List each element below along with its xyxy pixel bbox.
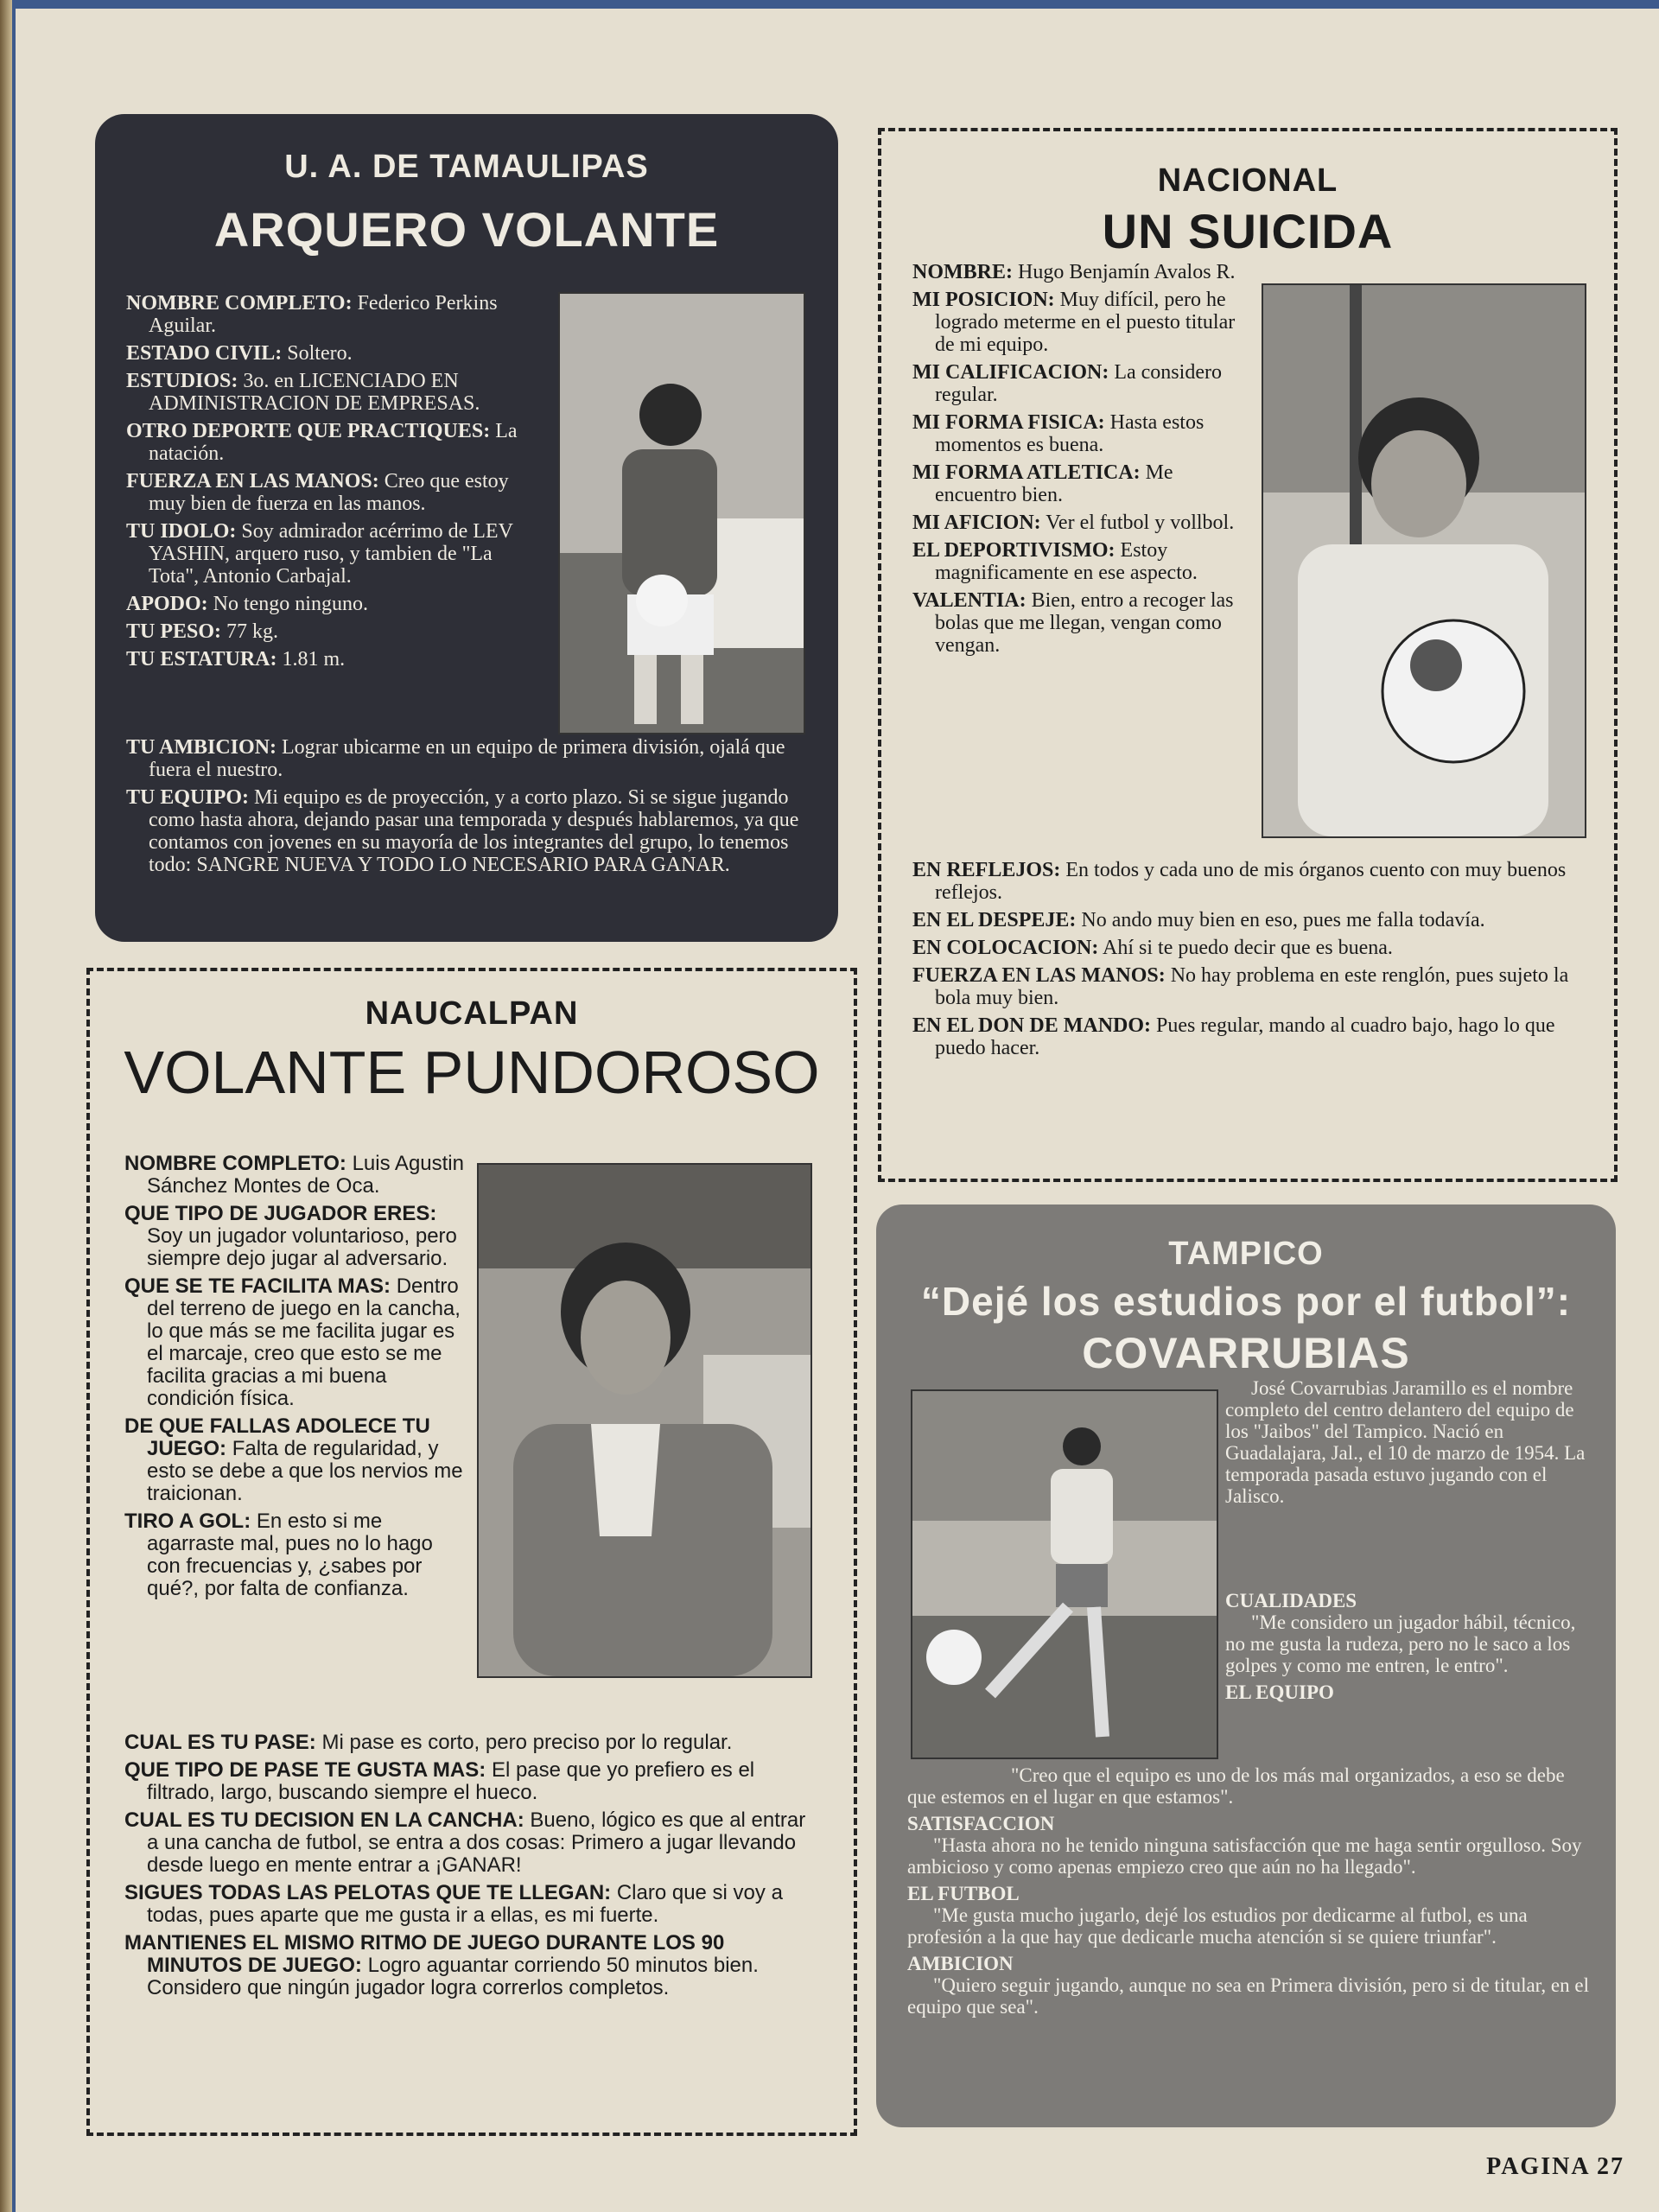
tampico-sections-right [1225,1590,1588,1703]
nacional-player-photo [1262,283,1586,838]
entry-fuerza-manos: FUERZA EN LAS MANOS: No hay problema en este renglón, pues sujeto la bola muy bien. [912,964,1569,1009]
tampico-headline-name: COVARRUBIAS [1082,1329,1410,1377]
entry-ritmo: MANTIENES EL MISMO RITMO DE JUEGO DURANTE LOS 90 MINUTOS DE JUEGO: Logro aguantar corriendo 50 minutos bien. Considero que ningún jugador logra correrlos completos. [124,1931,759,1999]
nacional-kicker: NACIONAL [1157,162,1338,199]
entry-estatura: TU ESTATURA: 1.81 m. [126,648,346,671]
entry-pase: CUAL ES TU PASE: Mi pase es corto, pero preciso por lo regular. [124,1731,733,1754]
entry-aficion: MI AFICION: Ver el futbol y vollbol. [912,512,1235,534]
entry-ambicion: TU AMBICION: Lograr ubicarme en un equipo de primera división, ojalá que fuera el nuestro. [126,736,785,781]
section-futbol-text: "Me gusta mucho jugarlo, dejé los estudios por dedicarme al futbol, es una profesión a la que hay que dedicarle mucha atención si se quiere triunfar". [907,1904,1528,1948]
naucalpan-entries-top [124,1153,470,1605]
tampico-sections-bottom [907,1764,1590,2023]
tamaulipas-article [95,114,838,942]
entry-otro-deporte: OTRO DEPORTE QUE PRACTIQUES: La natación. [126,420,518,465]
entry-despeje: EN EL DESPEJE: No ando muy bien en eso, pues me falla todavía. [912,909,1485,931]
entry-calificacion: MI CALIFICACION: La considero regular. [912,361,1222,406]
entry-tipo-jugador: QUE TIPO DE JUGADOR ERES: Soy un jugador voluntarioso, pero siempre dejo jugar al adversario. [124,1202,457,1270]
section-satisfaccion-heading: SATISFACCION [907,1813,1055,1834]
naucalpan-entries-bottom [124,1732,816,2005]
entry-forma-fisica: MI FORMA FISICA: Hasta estos momentos es buena. [912,411,1205,456]
section-cualidades-text: "Me considero un jugador hábil, técnico, no me gusta la rudeza, pero no le saco a los golpes y como me entren, le entro". [1225,1611,1576,1676]
section-ambicion-heading: AMBICION [907,1953,1014,1974]
entry-don-de-mando: EN EL DON DE MANDO: Pues regular, mando al cuadro bajo, hago lo que puedo hacer. [912,1014,1555,1059]
entry-estudios: ESTUDIOS: 3o. en LICENCIADO EN ADMINISTRACION DE EMPRESAS. [126,370,480,415]
nacional-headline: UN SUICIDA [1102,204,1394,258]
entry-idolo: TU IDOLO: Soy admirador acérrimo de LEV YASHIN, arquero ruso, y tambien de "La Tota", Antonio Carbajal. [126,520,513,588]
entry-peso: TU PESO: 77 kg. [126,620,279,643]
section-equipo-heading: EL EQUIPO [1225,1681,1334,1703]
tampico-player-photo [911,1389,1218,1759]
entry-nombre-completo: NOMBRE COMPLETO: Federico Perkins Aguilar. [126,292,498,337]
entry-equipo: TU EQUIPO: Mi equipo es de proyección, y a corto plazo. Si se sigue jugando como hasta ahora, dejando pasar una temporada y después hablaremos, ya que contamos con jovenes en su mayoría de los integrantes del grupo, lo tenemos todo: SANGRE NUEVA Y TODO LO NECESARIO PARA GANAR. [126,786,799,876]
entry-estado-civil: ESTADO CIVIL: Soltero. [126,342,353,365]
tamaulipas-kicker: U. A. DE TAMAULIPAS [284,149,649,185]
page-number: PAGINA 27 [1486,2153,1624,2180]
entry-apodo: APODO: No tengo ninguno. [126,593,368,615]
tampico-article [876,1205,1616,2127]
nacional-article [878,128,1618,1182]
magazine-page [16,9,1659,2212]
tampico-kicker: TAMPICO [1168,1236,1324,1272]
entry-tiro-gol: TIRO A GOL: En esto si me agarraste mal, pues no lo hago con frecuencias y, ¿sabes por qué?, por falta de confianza. [124,1510,433,1600]
entry-fuerza-manos: FUERZA EN LAS MANOS: Creo que estoy muy bien de fuerza en las manos. [126,470,509,515]
naucalpan-headline: VOLANTE PUNDOROSO [124,1039,820,1106]
entry-pelotas: SIGUES TODAS LAS PELOTAS QUE TE LLEGAN: Claro que si voy a todas, pues aparte que me gusta ir a ellas, es mi fuerte. [124,1881,783,1927]
entry-reflejos: EN REFLEJOS: En todos y cada uno de mis órganos cuento con muy buenos reflejos. [912,859,1567,904]
entry-colocacion: EN COLOCACION: Ahí si te puedo decir que es buena. [912,937,1393,959]
section-equipo-text: "Creo que el equipo es uno de los más mal organizados, a eso se debe que estemos en el lugar en que estamos". [907,1764,1565,1808]
tampico-headline-quote: “Dejé los estudios por el futbol”: [920,1279,1572,1324]
entry-decision: CUAL ES TU DECISION EN LA CANCHA: Bueno, lógico es que al entrar a una cancha de futbol, se entra a dos cosas: Primero a jugar llevando desde luego en mente entrar a ¡GANAR! [124,1808,806,1877]
tamaulipas-entries-bottom [126,736,809,881]
section-satisfaccion-text: "Hasta ahora no he tenido ninguna satisfacción que me haga sentir orgulloso. Soy ambicioso y como apenas empiezo creo que aún no ha llegado". [907,1834,1582,1878]
tampico-intro: José Covarrubias Jaramillo es el nombre completo del centro delantero del equipo de los "Jaibos" del Tampico. Nació en Guadalajara, Jal., el 10 de marzo de 1954. La temporada pasada estuvo jugando con el Jalisco. [1225,1377,1586,1507]
naucalpan-kicker: NAUCALPAN [365,995,579,1032]
nacional-entries-bottom [912,859,1586,1065]
naucalpan-article [86,968,857,2136]
entry-fallas: DE QUE FALLAS ADOLECE TU JUEGO: Falta de regularidad, y esto se debe a que los nervios me traicionan. [124,1414,463,1505]
entry-tipo-pase: QUE TIPO DE PASE TE GUSTA MAS: El pase que yo prefiero es el filtrado, largo, buscando siempre el hueco. [124,1758,755,1804]
entry-posicion: MI POSICION: Muy difícil, pero he logrado meterme en el puesto titular de mi equipo. [912,289,1236,356]
section-cualidades-heading: CUALIDADES [1225,1590,1357,1611]
naucalpan-player-photo [477,1163,812,1678]
nacional-entries-top [912,261,1249,662]
entry-nombre-completo: NOMBRE COMPLETO: Luis Agustin Sánchez Montes de Oca. [124,1152,464,1198]
entry-forma-atletica: MI FORMA ATLETICA: Me encuentro bien. [912,461,1173,506]
section-ambicion-text: "Quiero seguir jugando, aunque no sea en Primera división, pero si de titular, en el equipo que sea". [907,1974,1589,2018]
entry-nombre: NOMBRE: Hugo Benjamín Avalos R. [912,261,1236,283]
tamaulipas-entries-top [126,292,541,676]
magazine-fold [0,0,12,2212]
entry-deportivismo: EL DEPORTIVISMO: Estoy magnificamente en ese aspecto. [912,539,1198,584]
goalkeeper-photo [558,292,805,734]
tamaulipas-headline: ARQUERO VOLANTE [213,202,720,257]
section-futbol-heading: EL FUTBOL [907,1883,1020,1904]
entry-facilita: QUE SE TE FACILITA MAS: Dentro del terreno de juego en la cancha, lo que más se me facilita jugar es el marcaje, creo que esto se me facilita gracias a mi buena condición física. [124,1274,461,1410]
entry-valentia: VALENTIA: Bien, entro a recoger las bolas que me llegan, vengan como vengan. [912,589,1234,657]
